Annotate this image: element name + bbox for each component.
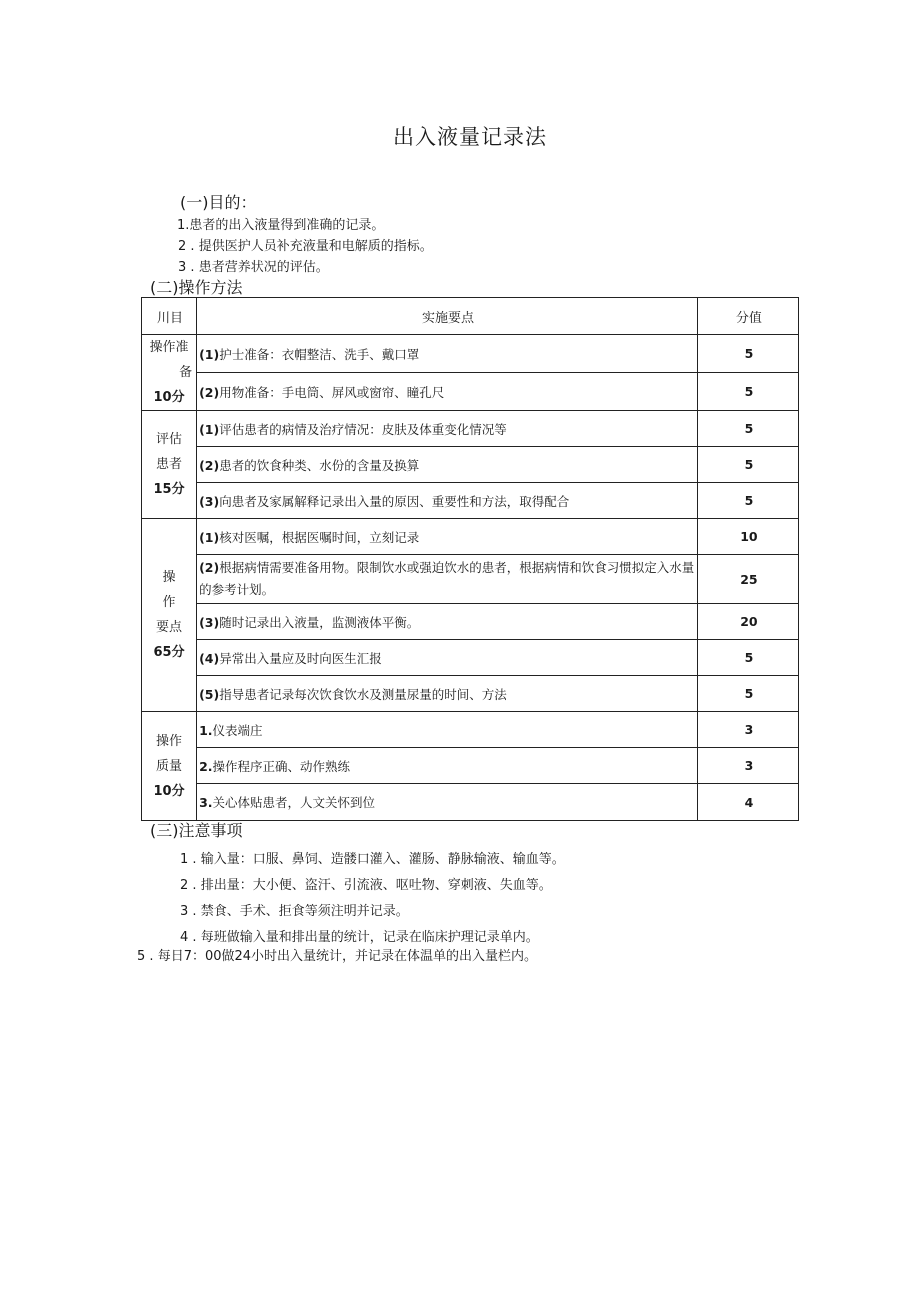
category-cell: 评估 患者 15分: [142, 411, 197, 519]
key-point-cell: (1)评估患者的病情及治疗情况：皮肤及体重变化情况等: [197, 411, 698, 447]
key-point-cell: (3)向患者及家属解释记录出入量的原因、重要性和方法，取得配合: [197, 483, 698, 519]
table-row: [142, 784, 799, 821]
table-row: [142, 483, 799, 519]
category-cell: 操作准 备 10分: [142, 335, 197, 411]
key-point-cell: (4)异常出入量应及时向医生汇报: [197, 640, 698, 676]
table-header-row: [142, 298, 799, 335]
score-cell: 5: [697, 411, 798, 447]
table-row: [142, 604, 799, 640]
score-cell: 3: [697, 712, 798, 748]
score-cell: 25: [697, 555, 798, 604]
score-cell: 5: [697, 483, 798, 519]
score-cell: 5: [697, 676, 798, 712]
score-cell: 4: [697, 784, 798, 821]
table-row: [142, 676, 799, 712]
table-row: [142, 748, 799, 784]
table-row: [142, 447, 799, 483]
note-item: 2 . 排出量：大小便、盗汗、引流液、呕吐物、穿刺液、失血等。: [180, 878, 552, 893]
table-row: [142, 555, 799, 604]
note-item: 1 . 输入量：口服、鼻饲、造髅口灌入、灌肠、静脉输液、输血等。: [180, 852, 565, 867]
table-row: [142, 373, 799, 411]
table-row: [142, 712, 799, 748]
notes-heading: (三)注意事项: [150, 821, 243, 840]
purpose-item: 1.患者的出入液量得到准确的记录。: [177, 218, 385, 233]
key-point-cell: (1)护士准备：衣帽整洁、洗手、戴口罩: [197, 335, 698, 373]
note-item: 3 . 禁食、手术、拒食等须注明并记录。: [180, 904, 409, 919]
key-point-cell: 1.仪表端庄: [197, 712, 698, 748]
score-cell: 5: [697, 335, 798, 373]
key-point-cell: (2)用物准备：手电筒、屏风或窗帘、瞳孔尺: [197, 373, 698, 411]
table-row: [142, 335, 799, 373]
table-row: [142, 411, 799, 447]
key-point-cell: (5)指导患者记录每次饮食饮水及测量尿量的时间、方法: [197, 676, 698, 712]
table-row: [142, 640, 799, 676]
key-point-cell: (3)随时记录出入液量，监测液体平衡。: [197, 604, 698, 640]
page-title: 出入液量记录法: [393, 125, 547, 149]
category-cell: 操作 质量 10分: [142, 712, 197, 821]
score-cell: 5: [697, 640, 798, 676]
score-cell: 5: [697, 373, 798, 411]
score-cell: 3: [697, 748, 798, 784]
score-cell: 10: [697, 519, 798, 555]
category-cell: 操 作 要点 65分: [142, 519, 197, 712]
score-cell: 5: [697, 447, 798, 483]
procedure-table: [141, 297, 799, 821]
method-heading: (二)操作方法: [150, 278, 243, 297]
key-point-cell: 2.操作程序正确、动作熟练: [197, 748, 698, 784]
note-item: 5 . 每日7：00做24小时出入量统计，并记录在体温单的出入量栏内。: [137, 949, 538, 964]
key-point-cell: (2)根据病情需要准备用物。限制饮水或强迫饮水的患者，根据病情和饮食习惯拟定入水量的参考计划。: [197, 555, 698, 604]
table-row: [142, 519, 799, 555]
score-cell: 20: [697, 604, 798, 640]
purpose-item: 2 . 提供医护人员补充液量和电解质的指标。: [178, 239, 433, 254]
header-item: 川目: [142, 298, 197, 335]
note-item: 4 . 每班做输入量和排出量的统计，记录在临床护理记录单内。: [180, 930, 539, 945]
header-key-points: 实施要点: [197, 298, 698, 335]
key-point-cell: (2)患者的饮食种类、水份的含量及换算: [197, 447, 698, 483]
header-score: 分值: [697, 298, 798, 335]
purpose-heading: (一)目的：: [180, 193, 257, 212]
key-point-cell: (1)核对医嘱，根据医嘱时间，立刻记录: [197, 519, 698, 555]
purpose-item: 3 . 患者营养状况的评估。: [178, 260, 329, 275]
key-point-cell: 3.关心体贴患者，人文关怀到位: [197, 784, 698, 821]
